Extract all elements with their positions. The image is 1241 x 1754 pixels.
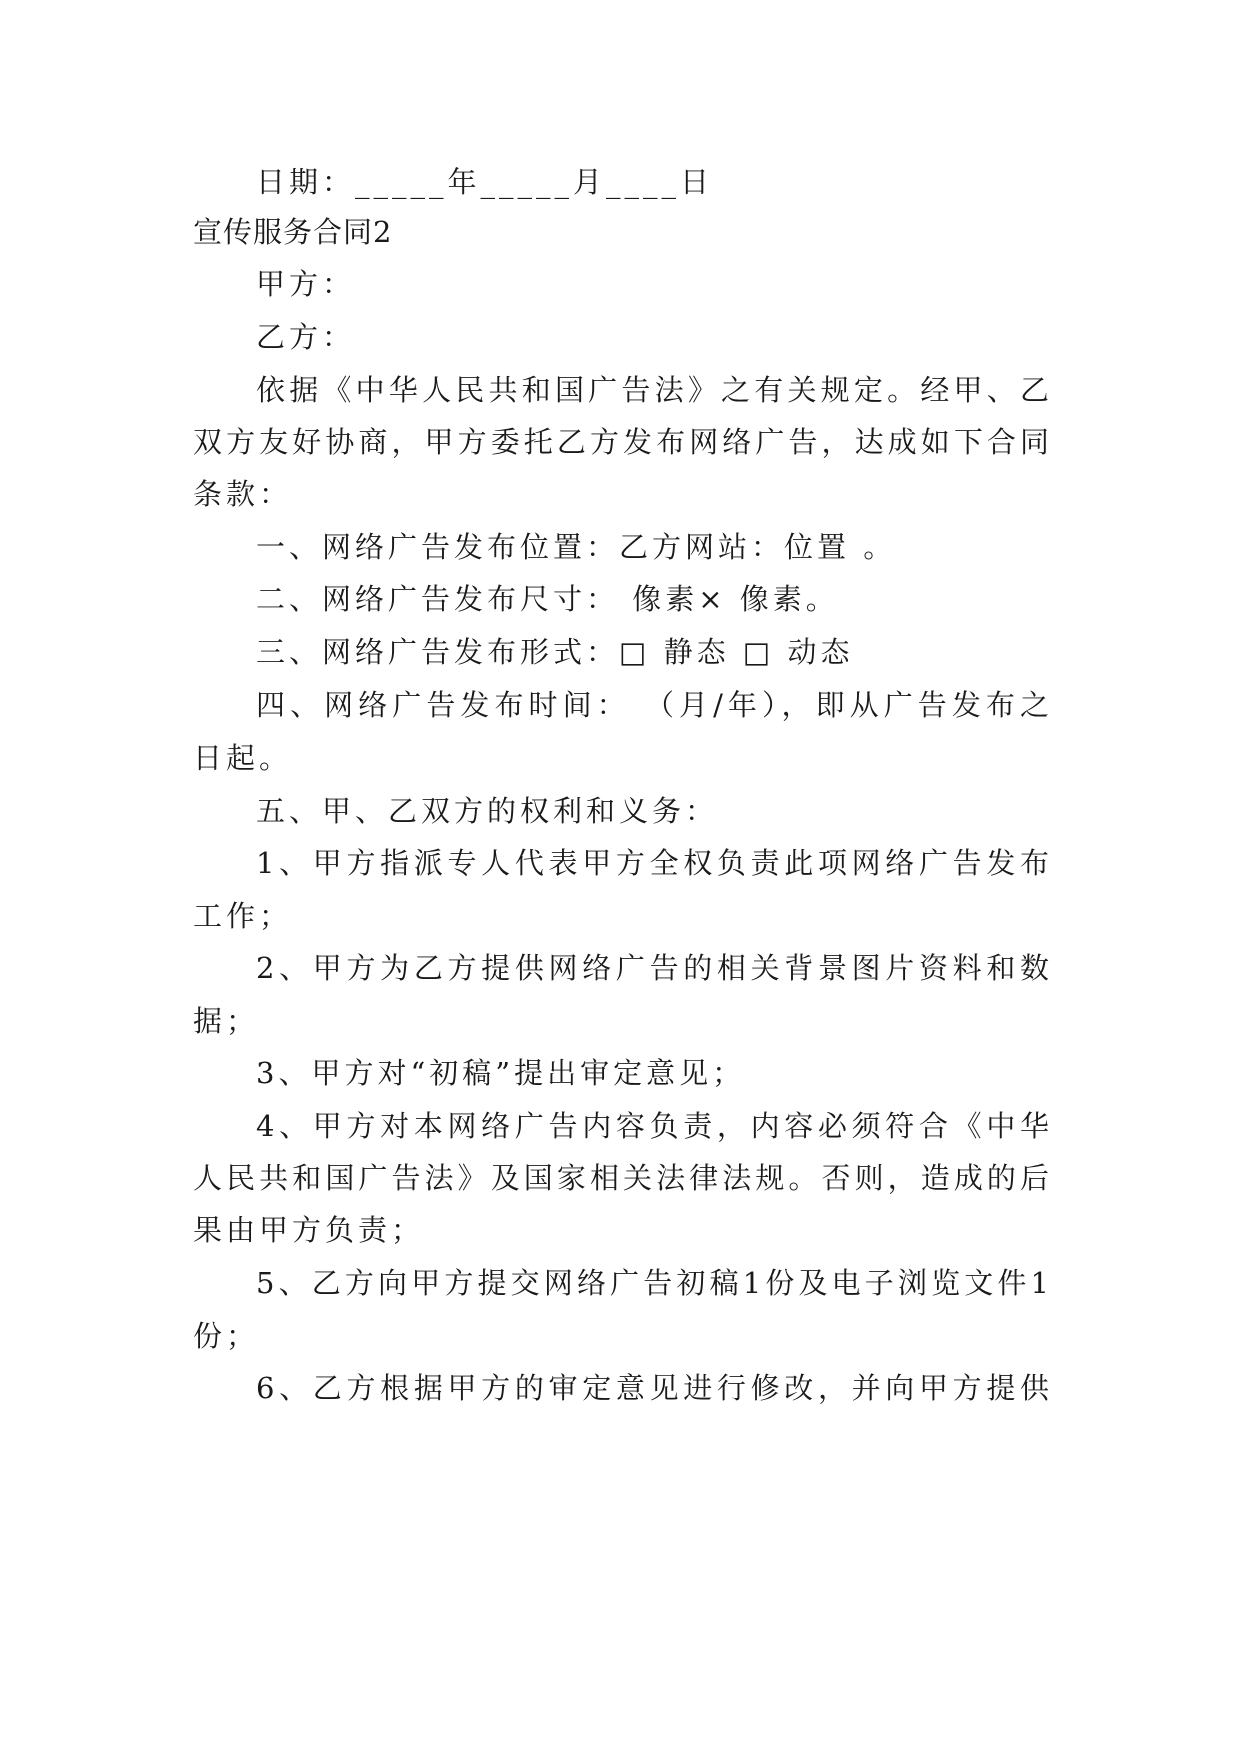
party-a-line: 甲方： [256,267,356,301]
clause-2: 二、网络广告发布尺寸： 像素× 像素。 [256,582,839,616]
item-2-line-1: 2、甲方为乙方提供网络广告的相关背景图片资料和数 [256,951,1053,985]
item-3: 3、甲方对“初稿”提出审定意见； [256,1056,746,1090]
item-5-line-1: 5、乙方向甲方提交网络广告初稿1份及电子浏览文件1 [256,1266,1053,1300]
clause-4-line-1: 四、网络广告发布时间： （月/年），即从广告发布之 [256,688,1053,722]
item-6-line-1: 6、乙方根据甲方的审定意见进行修改，并向甲方提供 [256,1371,1053,1405]
intro-line-1: 依据《中华人民共和国广告法》之有关规定。经甲、乙 [256,373,1053,407]
clause-1: 一、网络广告发布位置：乙方网站：位置 。 [256,530,897,564]
party-b-line: 乙方： [256,320,356,354]
intro-line-3: 条款： [193,477,293,511]
clause-4-line-2: 日起。 [193,741,293,775]
document-title: 宣传服务合同2 [193,215,393,249]
item-4-line-1: 4、甲方对本网络广告内容负责，内容必须符合《中华 [256,1109,1053,1143]
date-line: 日期：_____年_____月____日 [256,165,714,199]
item-4-line-3: 果由甲方负责； [193,1213,425,1247]
clause-3: 三、网络广告发布形式：□ 静态 □ 动态 [256,635,854,669]
item-1-line-1: 1、甲方指派专人代表甲方全权负责此项网络广告发布 [256,846,1053,880]
item-5-line-2: 份； [193,1319,260,1353]
intro-line-2: 双方友好协商，甲方委托乙方发布网络广告，达成如下合同 [193,425,1053,459]
item-2-line-2: 据； [193,1004,260,1038]
item-1-line-2: 工作； [193,899,293,933]
clause-5: 五、甲、乙双方的权利和义务： [256,794,719,828]
item-4-line-2: 人民共和国广告法》及国家相关法律法规。否则，造成的后 [193,1161,1053,1195]
